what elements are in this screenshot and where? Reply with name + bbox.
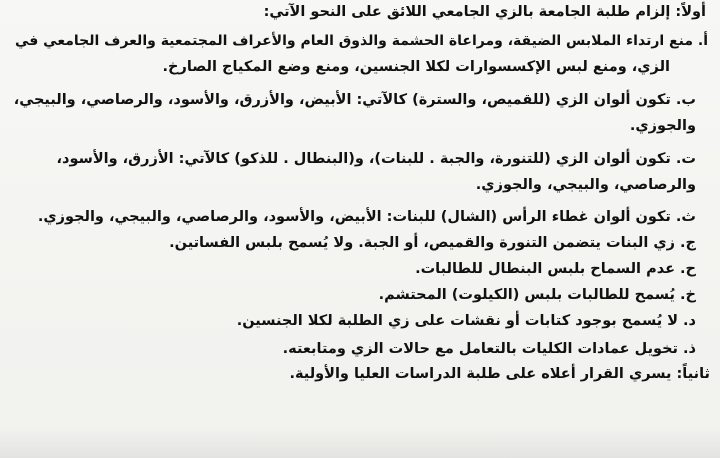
page-shadow xyxy=(0,428,720,458)
item-a-line2: الزي، ومنع لبس الإكسسوارات لكلا الجنسين، ومنع وضع المكياج الصارخ. xyxy=(162,59,670,75)
item-j: ج. زي البنات يتضمن التنورة والقميص، أو الجبة. ولا يُسمح بلبس الفساتين. xyxy=(169,235,696,251)
item-h: ح. عدم السماح بلبس البنطال للطالبات. xyxy=(415,261,696,277)
item-b-line2: والجوزي. xyxy=(629,118,696,134)
item-t-line2: والرصاصي، والبيجي، والجوزي. xyxy=(475,177,696,193)
item-t-line1: ت. تكون ألوان الزي (للتنورة، والجبة . للبنات)، و(البنطال . للذكو) كالآتي: الأزرق، والأسود، xyxy=(56,151,696,167)
item-th: ث. تكون ألوان غطاء الرأس (الشال) للبنات: الأبيض، والأسود، والرصاصي، والبيجي، والجوزي. xyxy=(37,209,696,225)
heading-first: أولاً: إلزام طلبة الجامعة بالزي الجامعي اللائق على النحو الآتي: xyxy=(263,4,706,20)
item-dh: ذ. تخويل عمادات الكليات بالتعامل مع حالات الزي ومتابعته. xyxy=(282,341,696,357)
item-b-line1: ب. تكون ألوان الزي (للقميص، والسترة) كالآتي: الأبيض، والأزرق، والأسود، والرصاصي، والبيجي، xyxy=(13,92,696,108)
item-a-line1: أ. منع ارتداء الملابس الضيقة، ومراعاة الحشمة والذوق العام والأعراف المجتمعية والعرف الجامعي في xyxy=(14,33,708,49)
section-second: ثانياً: يسري القرار أعلاه على طلبة الدراسات العليا والأولية. xyxy=(289,366,710,382)
item-kh: خ. يُسمح للطالبات بلبس (الكيلوت) المحتشم. xyxy=(378,287,696,303)
item-d: د. لا يُسمح بوجود كتابات أو نقشات على زي الطلبة لكلا الجنسين. xyxy=(236,313,696,329)
